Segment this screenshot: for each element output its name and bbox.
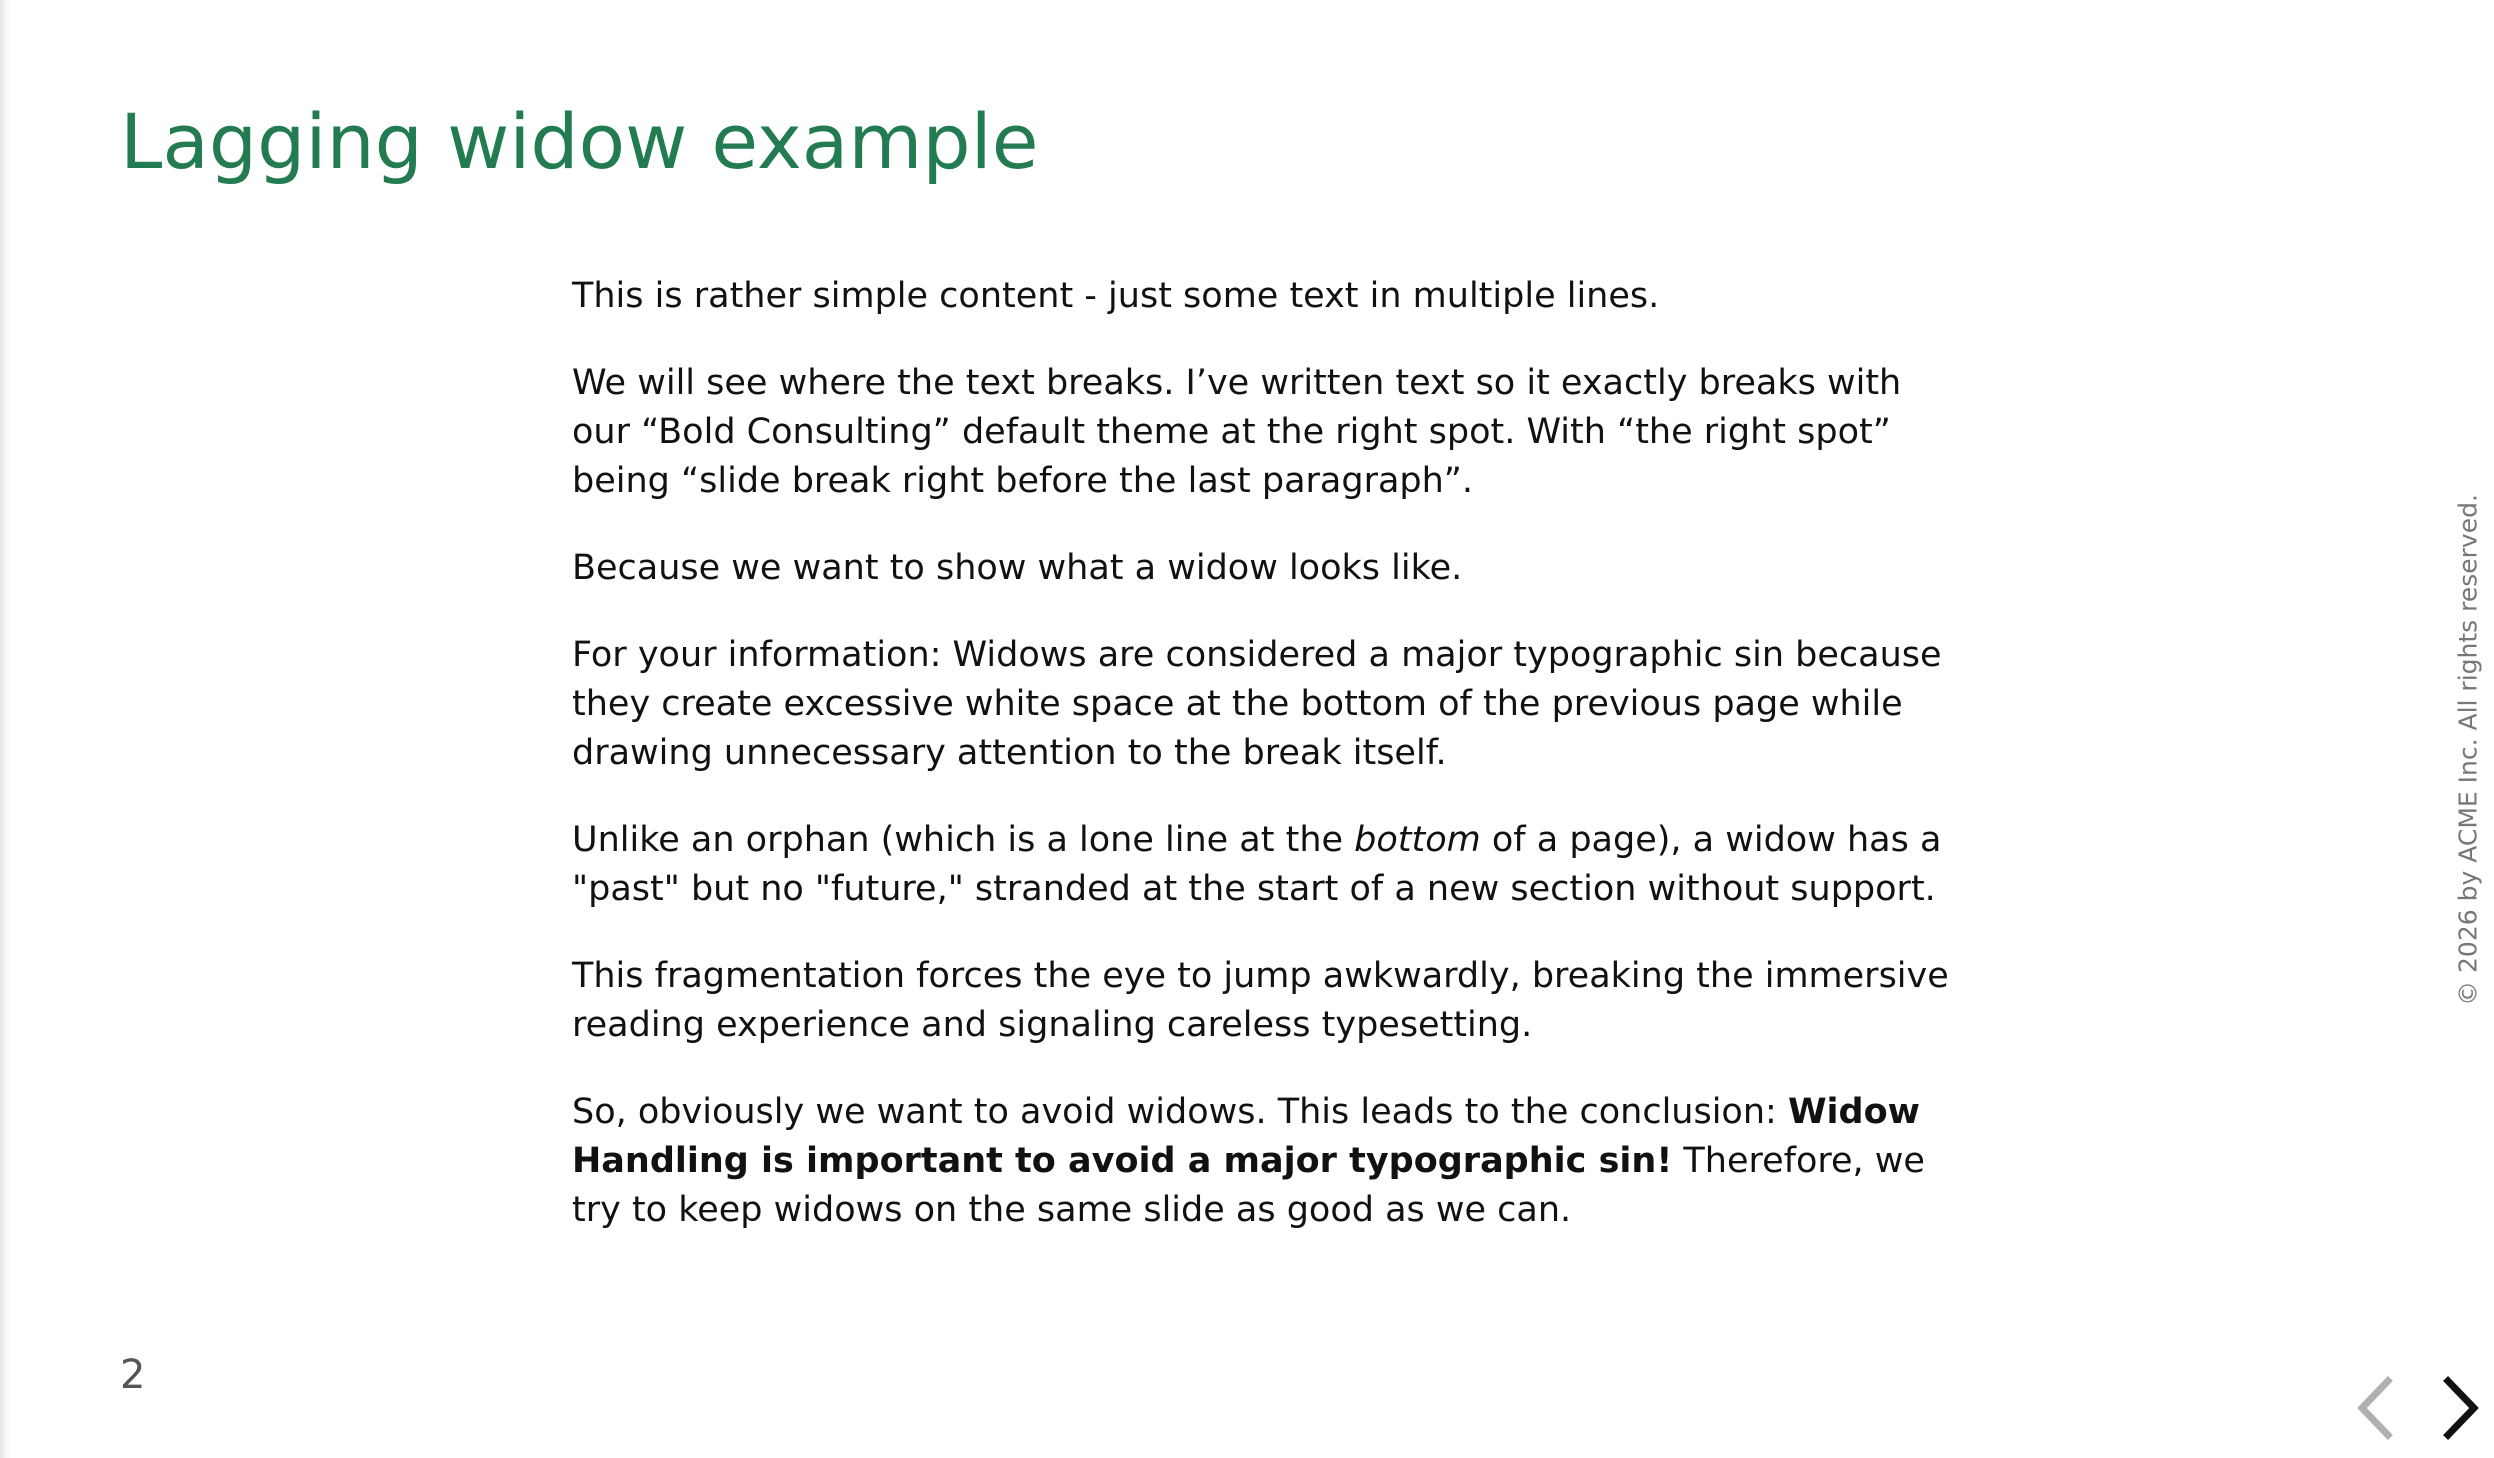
next-slide-button[interactable]: [2436, 1375, 2486, 1441]
paragraph-orphan-text-end: of a page), a widow has a "past" but no "future," stranded at the start of a new section without support.: [572, 820, 1942, 909]
paragraph-orphan-text-start: Unlike an orphan (which is a lone line at the: [572, 820, 1355, 860]
paragraph-breaks: We will see where the text breaks. I’ve written text so it exactly breaks with our “Bold Consulting” default theme at the right spot. With “the right spot” being “slide break right before the last paragraph”.: [572, 363, 1902, 501]
chevron-left-icon: [2350, 1375, 2400, 1441]
copyright-notice: © 2026 by ACME Inc. All rights reserved.: [2453, 494, 2483, 1006]
paragraph-intro: This is rather simple content - just some text in multiple lines.: [572, 276, 1660, 316]
slide-content: [572, 272, 1952, 1273]
page-number: 2: [120, 1352, 146, 1398]
paragraph-conclusion: [572, 1088, 1952, 1235]
paragraph-orphan-comparison: [572, 816, 1952, 914]
paragraph-conclusion-text-end: Therefore, we try to keep widows on the same slide as good as we can.: [572, 1141, 1925, 1230]
emphasis-bottom: bottom: [1354, 820, 1481, 860]
previous-slide-button[interactable]: [2350, 1375, 2400, 1441]
slide-edge-shadow: [0, 0, 10, 1458]
slide-title: Lagging widow example: [120, 97, 1039, 186]
paragraph-conclusion-text-start: So, obviously we want to avoid widows. This leads to the conclusion:: [572, 1092, 1788, 1132]
conclusion-strong: Widow Handling is important to avoid a major typographic sin!: [572, 1092, 1920, 1181]
paragraph-fragmentation: This fragmentation forces the eye to jump awkwardly, breaking the immersive reading experience and signaling careless typesetting.: [572, 956, 1949, 1045]
paragraph-information: For your information: Widows are considered a major typographic sin because they create excessive white space at the bottom of the previous page while drawing unnecessary attention to the break itself.: [572, 635, 1942, 773]
paragraph-purpose: Because we want to show what a widow looks like.: [572, 548, 1463, 588]
chevron-right-icon: [2436, 1375, 2486, 1441]
